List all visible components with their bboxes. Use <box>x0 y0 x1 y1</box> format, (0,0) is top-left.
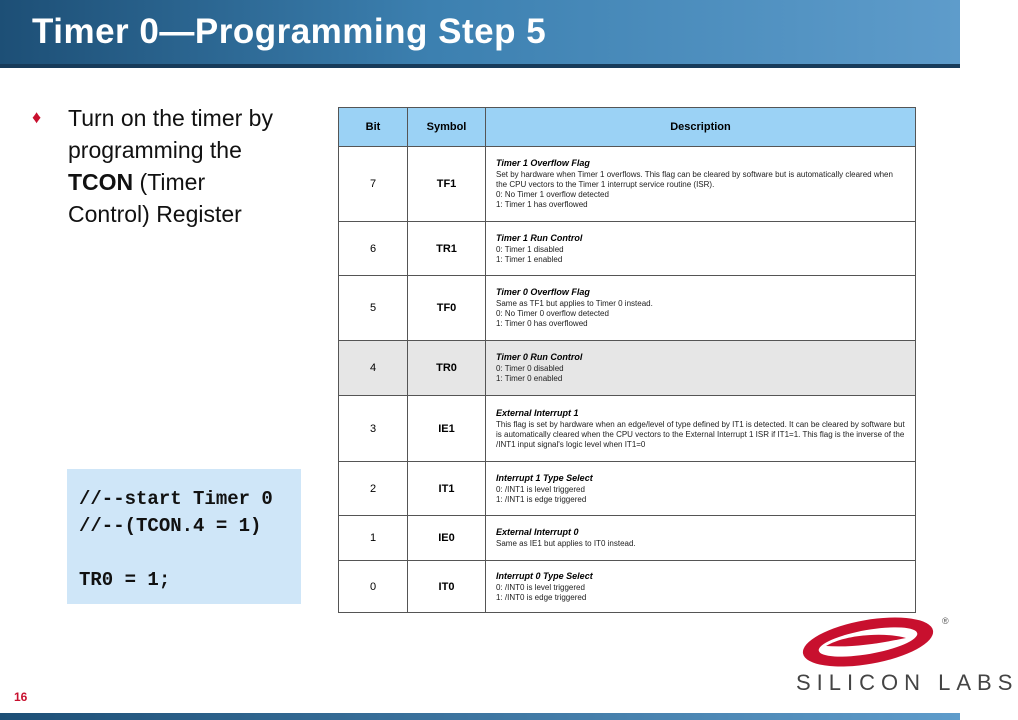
table-row <box>339 462 916 516</box>
description-title: External Interrupt 0 <box>496 527 579 537</box>
symbol-cell: TR0 <box>408 341 486 396</box>
description-title: Timer 0 Run Control <box>496 352 583 362</box>
code-line-3: TR0 = 1; <box>79 569 171 591</box>
table-row <box>339 396 916 462</box>
bullet-text-part2: (Timer Control) Register <box>68 169 242 227</box>
bit-cell: 0 <box>339 561 408 613</box>
tcon-register-table <box>338 107 916 613</box>
description-line: 1: /INT1 is edge triggered <box>496 494 587 504</box>
logo-text: SILICON LABS <box>796 670 1018 695</box>
bit-cell: 7 <box>339 147 408 222</box>
description-line: Set by hardware when Timer 1 overflows. This flag can be cleared by software but is automatically cleared when the CPU vectors to the Timer 1 interrupt service routine (ISR). <box>496 170 893 189</box>
bit-cell: 3 <box>339 396 408 462</box>
description-line: Same as IE1 but applies to IT0 instead. <box>496 539 636 548</box>
header-description: Description <box>486 108 916 147</box>
symbol-cell: IT1 <box>408 462 486 516</box>
table-row <box>339 222 916 276</box>
description-line: 0: No Timer 0 overflow detected <box>496 309 609 318</box>
code-line-2: //--(TCON.4 = 1) <box>79 515 262 537</box>
description-cell <box>486 561 916 613</box>
description-cell <box>486 222 916 276</box>
bit-cell: 5 <box>339 276 408 341</box>
table-row <box>339 516 916 561</box>
description-line: 1: Timer 0 enabled <box>496 374 563 383</box>
page-number: 16 <box>14 690 28 704</box>
symbol-cell: IE1 <box>408 396 486 462</box>
title-bar <box>0 0 960 68</box>
slide-title: Timer 0—Programming Step 5 <box>32 12 547 51</box>
bit-cell: 6 <box>339 222 408 276</box>
bullet-text <box>68 102 288 230</box>
header-symbol: Symbol <box>408 108 486 147</box>
description-cell <box>486 462 916 516</box>
description-cell <box>486 276 916 341</box>
bit-cell: 1 <box>339 516 408 561</box>
description-line: 1: Timer 1 has overflowed <box>496 200 588 209</box>
bullet-text-part1: Turn on the timer by programming the <box>68 105 273 163</box>
table-row <box>339 561 916 613</box>
diamond-bullet-icon: ♦ <box>32 107 42 127</box>
code-box <box>67 469 301 604</box>
symbol-cell: TF0 <box>408 276 486 341</box>
description-title: Interrupt 0 Type Select <box>496 570 593 581</box>
symbol-cell: IE0 <box>408 516 486 561</box>
description-line: This flag is set by hardware when an edge/level of type defined by IT1 is detected. It can be cleared by software but is automatically cleared when the CPU vectors to the External Interrupt 1 ISR if IT1=1. This flag is the inverse of the /INT1 input signal's logic level when IT1=0 <box>496 419 905 449</box>
description-title: Timer 1 Run Control <box>496 232 583 243</box>
symbol-cell: TF1 <box>408 147 486 222</box>
description-cell <box>486 341 916 396</box>
symbol-cell: IT0 <box>408 561 486 613</box>
description-line: 1: /INT0 is edge triggered <box>496 592 587 602</box>
bottom-bar <box>0 713 960 720</box>
code-line-1: //--start Timer 0 <box>79 488 273 510</box>
bit-cell: 4 <box>339 341 408 396</box>
bullet-text-bold: TCON <box>68 169 134 195</box>
description-line: 0: /INT1 is level triggered <box>496 484 585 494</box>
description-cell <box>486 516 916 561</box>
description-line: 0: Timer 0 disabled <box>496 364 564 373</box>
description-cell <box>486 396 916 462</box>
svg-text:®: ® <box>942 616 949 626</box>
description-line: 1: Timer 0 has overflowed <box>496 319 588 328</box>
description-title: Timer 1 Overflow Flag <box>496 158 590 168</box>
description-line: 1: Timer 1 enabled <box>496 254 563 264</box>
description-line: Same as TF1 but applies to Timer 0 instead. <box>496 299 653 308</box>
description-title: External Interrupt 1 <box>496 407 579 418</box>
description-title: Interrupt 1 Type Select <box>496 472 593 483</box>
table-header-row <box>339 108 916 147</box>
table-row <box>339 147 916 222</box>
description-title: Timer 0 Overflow Flag <box>496 287 590 297</box>
bit-cell: 2 <box>339 462 408 516</box>
description-cell <box>486 147 916 222</box>
table-row-highlighted <box>339 341 916 396</box>
description-line: 0: Timer 1 disabled <box>496 244 564 254</box>
symbol-cell: TR1 <box>408 222 486 276</box>
table-row <box>339 276 916 341</box>
description-line: 0: /INT0 is level triggered <box>496 582 585 592</box>
description-line: 0: No Timer 1 overflow detected <box>496 190 609 199</box>
header-bit: Bit <box>339 108 408 147</box>
